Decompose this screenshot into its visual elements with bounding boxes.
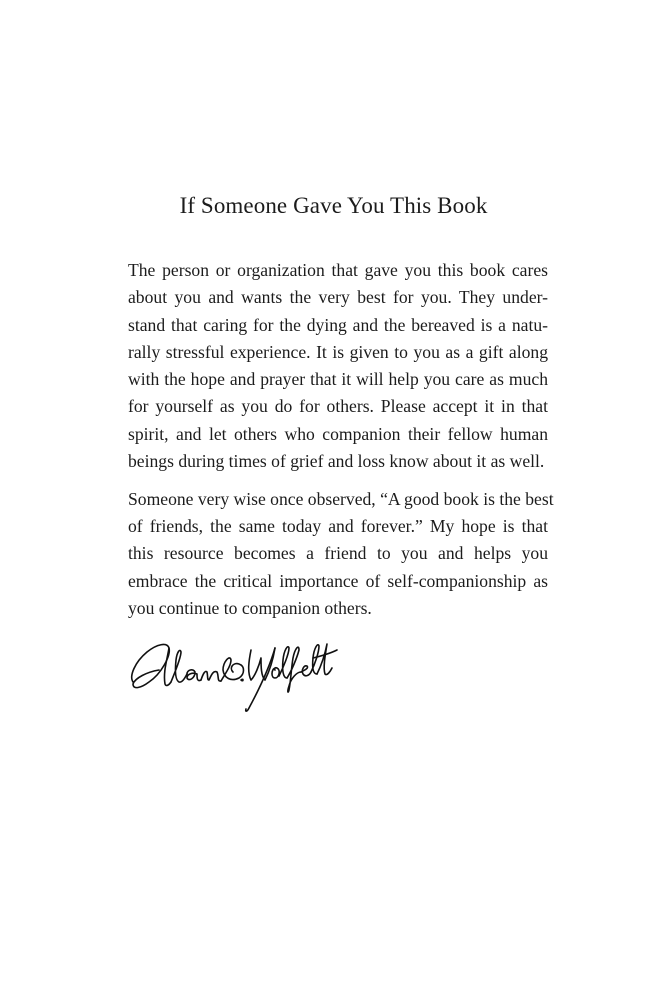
text-line: about you and wants the very best for you. They under- xyxy=(128,287,548,308)
paragraph-1 xyxy=(128,257,548,475)
text-line: for yourself as you do for others. Please accept it in that xyxy=(128,396,548,417)
body-text xyxy=(128,257,554,622)
text-line: The person or organization that gave you this book cares xyxy=(128,260,548,280)
text-line: spirit, and let others who companion their fellow human xyxy=(128,423,548,444)
paragraph-2 xyxy=(128,486,554,622)
text-line: with the hope and prayer that it will help you care as much xyxy=(128,369,548,390)
signature-image xyxy=(125,632,340,716)
text-line: rally stressful experience. It is given to you as a gift along xyxy=(128,341,548,362)
text-line: stand that caring for the dying and the bereaved is a natu- xyxy=(128,314,548,335)
text-line: you continue to companion others. xyxy=(128,598,372,619)
text-line: of friends, the same today and forever.” My hope is that xyxy=(128,516,548,537)
text-line: this resource becomes a friend to you and helps you xyxy=(128,543,548,564)
text-line: embrace the critical importance of self-companionship as xyxy=(128,570,548,591)
text-line: beings during times of grief and loss know about it as well. xyxy=(128,451,545,472)
signature-strokes xyxy=(132,644,337,711)
page-title: If Someone Gave You This Book xyxy=(179,193,488,218)
text-line: Someone very wise once observed, “A good book is the best xyxy=(128,488,554,509)
